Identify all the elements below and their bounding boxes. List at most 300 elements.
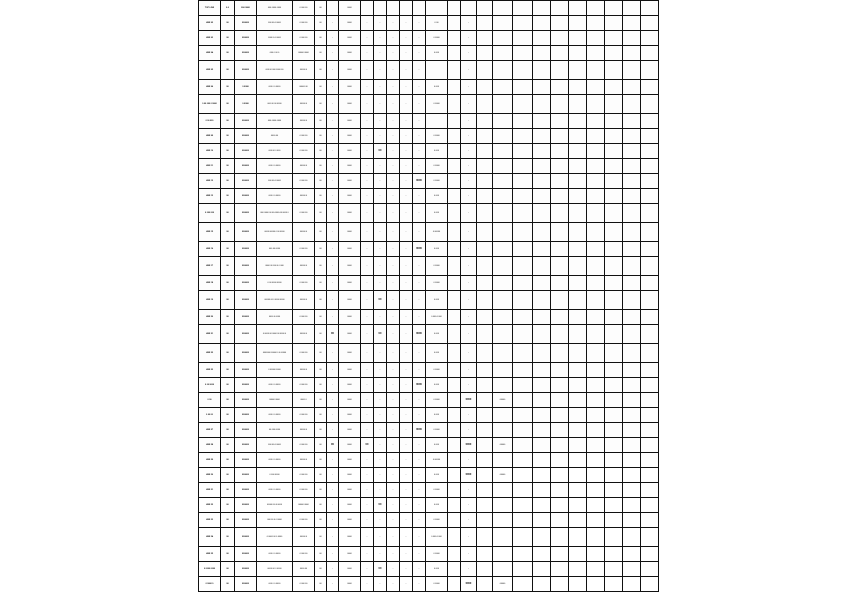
table-cell-r	[587, 498, 605, 513]
table-cell-qty: 0 000 00	[293, 174, 315, 189]
table-cell-ref: 000000	[235, 144, 257, 159]
table-cell-u	[641, 483, 659, 498]
table-cell-p	[551, 393, 569, 408]
table-cell-g: .	[400, 144, 413, 159]
table-cell-i: 0 0000	[426, 31, 448, 46]
table-cell-t	[623, 204, 641, 223]
table-cell-j	[448, 408, 461, 423]
table-cell-p	[551, 547, 569, 562]
table-row	[199, 129, 659, 144]
table-cell-u	[641, 378, 659, 393]
table-cell-j	[448, 129, 461, 144]
table-cell-h: .	[413, 144, 426, 159]
table-cell-ref: 000000	[235, 363, 257, 378]
table-cell-e: .	[374, 129, 387, 144]
table-cell-t	[623, 408, 641, 423]
table-cell-f: .	[387, 423, 400, 438]
table-cell-e: .	[374, 438, 387, 453]
table-cell-ref: 000000	[235, 129, 257, 144]
table-cell-q	[569, 325, 587, 344]
table-cell-e: .	[374, 223, 387, 242]
table-row	[199, 393, 659, 408]
table-cell-o	[533, 1, 551, 16]
table-cell-r	[587, 16, 605, 31]
table-cell-i: 0 00000	[426, 453, 448, 468]
table-cell-desc: 0 00 0000 0000	[257, 276, 293, 291]
table-cell-a: 00	[315, 16, 327, 31]
table-cell-a: 00	[315, 363, 327, 378]
table-cell-t	[623, 483, 641, 498]
table-cell-f: .	[387, 257, 400, 276]
table-cell-l	[477, 378, 493, 393]
table-cell-u	[641, 61, 659, 80]
table-cell-l	[477, 483, 493, 498]
table-cell-name: LINE 05	[199, 61, 221, 80]
table-cell-n	[513, 483, 533, 498]
table-cell-c: 0000	[339, 363, 361, 378]
table-cell-c: 0000	[339, 577, 361, 592]
table-cell-l	[477, 577, 493, 592]
table-cell-g: .	[400, 453, 413, 468]
table-cell-i: 0 000	[426, 438, 448, 453]
table-cell-q	[569, 498, 587, 513]
table-cell-u	[641, 80, 659, 95]
table-cell-u	[641, 1, 659, 16]
table-cell-k: .	[461, 408, 477, 423]
table-cell-s	[605, 144, 623, 159]
table-cell-l	[477, 223, 493, 242]
table-cell-desc: 000 0 0 0000	[257, 189, 293, 204]
table-cell-j	[448, 310, 461, 325]
table-cell-c: 0000	[339, 174, 361, 189]
table-cell-c: 0000	[339, 31, 361, 46]
table-cell-m	[493, 325, 513, 344]
table-cell-d: .	[361, 408, 374, 423]
table-cell-l	[477, 291, 493, 310]
table-cell-qty: 0 000 00	[293, 547, 315, 562]
table-cell-h: .	[413, 257, 426, 276]
table-row	[199, 408, 659, 423]
table-cell-f: .	[387, 438, 400, 453]
table-cell-e: .	[374, 513, 387, 528]
table-cell-r	[587, 408, 605, 423]
table-cell-ref: 0 0000	[235, 80, 257, 95]
table-cell-n	[513, 513, 533, 528]
table-cell-b: .	[327, 114, 339, 129]
table-cell-name: 0 0000 0000	[199, 562, 221, 577]
table-cell-e: .	[374, 528, 387, 547]
table-cell-ref: 000000	[235, 393, 257, 408]
table-cell-s	[605, 393, 623, 408]
table-cell-o	[533, 453, 551, 468]
table-cell-d: .	[361, 204, 374, 223]
table-cell-m: 00000	[493, 577, 513, 592]
table-cell-a: 00	[315, 562, 327, 577]
table-cell-p	[551, 46, 569, 61]
table-cell-qty: 00000 00	[293, 80, 315, 95]
table-row	[199, 80, 659, 95]
table-cell-c: 0000	[339, 528, 361, 547]
table-cell-e: .	[374, 453, 387, 468]
table-cell-m	[493, 291, 513, 310]
table-cell-desc: 000 00 0 0000	[257, 438, 293, 453]
table-cell-g: .	[400, 114, 413, 129]
table-cell-f: .	[387, 468, 400, 483]
table-cell-l	[477, 310, 493, 325]
table-cell-ref: 000000	[235, 159, 257, 174]
table-cell-qty: 0 000 00	[293, 16, 315, 31]
table-cell-e: .	[374, 408, 387, 423]
table-cell-f: .	[387, 46, 400, 61]
table-cell-desc: 000 0 0 0000	[257, 159, 293, 174]
table-cell-m	[493, 363, 513, 378]
table-cell-a: 00	[315, 408, 327, 423]
table-cell-t	[623, 174, 641, 189]
table-cell-t	[623, 80, 641, 95]
table-cell-g: .	[400, 291, 413, 310]
table-cell-g: .	[400, 562, 413, 577]
table-cell-e	[374, 1, 387, 16]
table-cell-h: .	[413, 291, 426, 310]
table-cell-o	[533, 291, 551, 310]
table-cell-h: 0000	[413, 174, 426, 189]
table-cell-qty: 00000 0	[293, 453, 315, 468]
table-cell-t	[623, 363, 641, 378]
table-cell-s	[605, 498, 623, 513]
table-cell-code: 00	[221, 393, 235, 408]
table-cell-j	[448, 528, 461, 547]
table-cell-qty: 0 000 00	[293, 1, 315, 16]
table-row	[199, 46, 659, 61]
table-cell-desc: 0 0000 00 0 0000	[257, 528, 293, 547]
table-cell-l	[477, 129, 493, 144]
table-cell-code: 00	[221, 562, 235, 577]
table-cell-p	[551, 144, 569, 159]
table-cell-k: .	[461, 129, 477, 144]
table-cell-ref: 000000	[235, 310, 257, 325]
table-cell-p	[551, 577, 569, 592]
table-cell-qty: 0 000 00	[293, 438, 315, 453]
table-cell-d	[361, 1, 374, 16]
table-cell-n	[513, 378, 533, 393]
table-cell-f	[387, 1, 400, 16]
table-cell-m: 00000	[493, 393, 513, 408]
table-cell-qty: 0 000 00	[293, 276, 315, 291]
table-cell-a: 00	[315, 438, 327, 453]
table-cell-f: .	[387, 577, 400, 592]
table-cell-u	[641, 498, 659, 513]
table-cell-k: .	[461, 242, 477, 257]
table-row	[199, 174, 659, 189]
table-cell-desc: 0 00000 0000	[257, 363, 293, 378]
table-cell-ref: 000000	[235, 31, 257, 46]
table-cell-desc: 0000 00000 0 00 0000	[257, 223, 293, 242]
table-cell-t	[623, 276, 641, 291]
table-cell-s	[605, 291, 623, 310]
table-cell-e: .	[374, 46, 387, 61]
table-cell-m	[493, 408, 513, 423]
table-cell-m	[493, 276, 513, 291]
table-cell-p	[551, 291, 569, 310]
table-cell-o	[533, 223, 551, 242]
table-cell-l	[477, 528, 493, 547]
table-cell-d: .	[361, 528, 374, 547]
table-cell-h: .	[413, 513, 426, 528]
table-cell-q	[569, 438, 587, 453]
table-cell-p	[551, 498, 569, 513]
table-cell-code: 00	[221, 204, 235, 223]
table-cell-ref: 000000	[235, 344, 257, 363]
table-cell-qty: 0000 0	[293, 393, 315, 408]
table-cell-d: .	[361, 363, 374, 378]
table-cell-q	[569, 378, 587, 393]
table-cell-code: 00	[221, 498, 235, 513]
table-cell-n	[513, 1, 533, 16]
table-cell-i	[426, 114, 448, 129]
table-cell-ref: 000000	[235, 46, 257, 61]
table-cell-ref: 000000	[235, 528, 257, 547]
table-row	[199, 325, 659, 344]
table-cell-name: LINE 06	[199, 80, 221, 95]
table-cell-f: .	[387, 547, 400, 562]
table-cell-r	[587, 483, 605, 498]
table-cell-q	[569, 393, 587, 408]
table-cell-desc: 000 00 000 0000 00	[257, 61, 293, 80]
table-cell-o	[533, 528, 551, 547]
table-cell-g: .	[400, 393, 413, 408]
table-cell-l	[477, 468, 493, 483]
table-cell-ref: 000000	[235, 423, 257, 438]
table-cell-g: .	[400, 378, 413, 393]
table-cell-desc: 0000000 00000 0 0 00000	[257, 344, 293, 363]
table-cell-f: .	[387, 16, 400, 31]
table-cell-o	[533, 468, 551, 483]
table-cell-name: LINE 30	[199, 468, 221, 483]
table-cell-name: LINE 09	[199, 129, 221, 144]
table-cell-s	[605, 46, 623, 61]
table-cell-desc: 000 00 0000	[257, 242, 293, 257]
table-cell-q	[569, 204, 587, 223]
table-cell-q	[569, 483, 587, 498]
table-cell-r	[587, 61, 605, 80]
table-cell-ref: 000000	[235, 378, 257, 393]
table-cell-i	[426, 1, 448, 16]
table-cell-b: .	[327, 223, 339, 242]
table-cell-o	[533, 423, 551, 438]
table-cell-e: .	[374, 61, 387, 80]
table-cell-code: 00	[221, 159, 235, 174]
table-cell-a: 00	[315, 378, 327, 393]
table-cell-i: 0 000	[426, 378, 448, 393]
table-cell-q	[569, 363, 587, 378]
table-cell-h: .	[413, 577, 426, 592]
table-cell-h: .	[413, 189, 426, 204]
table-cell-c: 0000	[339, 325, 361, 344]
table-cell-m	[493, 242, 513, 257]
table-cell-h: .	[413, 31, 426, 46]
table-cell-q	[569, 95, 587, 114]
table-cell-t	[623, 562, 641, 577]
table-cell-name: 0 000 000	[199, 204, 221, 223]
table-cell-name: LINE 23	[199, 363, 221, 378]
table-cell-a: 00	[315, 189, 327, 204]
table-cell-l	[477, 547, 493, 562]
table-cell-h: .	[413, 562, 426, 577]
table-cell-d: .	[361, 378, 374, 393]
table-cell-b: .	[327, 577, 339, 592]
table-cell-s	[605, 223, 623, 242]
table-row	[199, 438, 659, 453]
table-cell-q	[569, 344, 587, 363]
table-cell-code: 00	[221, 344, 235, 363]
table-cell-b: .	[327, 257, 339, 276]
table-cell-name: LINE 15	[199, 223, 221, 242]
table-cell-r	[587, 325, 605, 344]
table-cell-name: 0 00	[199, 393, 221, 408]
table-cell-l	[477, 276, 493, 291]
table-cell-d: .	[361, 61, 374, 80]
table-cell-j	[448, 363, 461, 378]
table-cell-ref: 0 0000	[235, 95, 257, 114]
table-cell-j	[448, 1, 461, 16]
table-row	[199, 291, 659, 310]
table-cell-e: .	[374, 95, 387, 114]
table-cell-f: .	[387, 513, 400, 528]
table-cell-g: .	[400, 547, 413, 562]
table-cell-qty: 0 000 00	[293, 129, 315, 144]
table-cell-o	[533, 577, 551, 592]
table-cell-l	[477, 204, 493, 223]
table-cell-t	[623, 468, 641, 483]
table-cell-k: .	[461, 276, 477, 291]
table-cell-g: .	[400, 325, 413, 344]
table-cell-m	[493, 16, 513, 31]
table-cell-p	[551, 483, 569, 498]
table-cell-p	[551, 242, 569, 257]
table-cell-m	[493, 257, 513, 276]
table-cell-b: .	[327, 144, 339, 159]
table-cell-d: .	[361, 114, 374, 129]
table-cell-code: 00	[221, 257, 235, 276]
table-cell-l	[477, 423, 493, 438]
table-cell-c: 0000	[339, 393, 361, 408]
table-cell-n	[513, 159, 533, 174]
table-cell-qty: 00000 0	[293, 423, 315, 438]
table-cell-b: .	[327, 363, 339, 378]
table-cell-ref: 000000	[235, 114, 257, 129]
table-cell-j	[448, 276, 461, 291]
table-cell-o	[533, 483, 551, 498]
table-cell-k: .	[461, 291, 477, 310]
table-cell-d: .	[361, 223, 374, 242]
table-cell-b	[327, 1, 339, 16]
table-cell-d: .	[361, 291, 374, 310]
table-cell-code: 00	[221, 483, 235, 498]
table-cell-p	[551, 1, 569, 16]
table-cell-i: 0 0000	[426, 363, 448, 378]
table-cell-n	[513, 189, 533, 204]
table-row	[199, 95, 659, 114]
table-cell-t	[623, 31, 641, 46]
table-cell-s	[605, 95, 623, 114]
table-cell-l	[477, 325, 493, 344]
table-cell-t	[623, 378, 641, 393]
table-cell-q	[569, 61, 587, 80]
table-cell-k: .	[461, 363, 477, 378]
table-cell-n	[513, 80, 533, 95]
table-cell-r	[587, 80, 605, 95]
table-cell-desc: 0000 00 000 0 0 000	[257, 257, 293, 276]
table-cell-ref: 000000	[235, 257, 257, 276]
table-cell-j	[448, 204, 461, 223]
table-cell-a: 00	[315, 291, 327, 310]
table-cell-b: .	[327, 16, 339, 31]
table-cell-c: 0000	[339, 242, 361, 257]
table-cell-d: .	[361, 144, 374, 159]
table-cell-p	[551, 204, 569, 223]
table-cell-d: .	[361, 80, 374, 95]
table-cell-s	[605, 174, 623, 189]
table-cell-g: .	[400, 468, 413, 483]
table-cell-name: LINE 31	[199, 483, 221, 498]
table-cell-r	[587, 423, 605, 438]
table-row	[199, 483, 659, 498]
table-cell-l	[477, 80, 493, 95]
table-cell-qty: 00000 0	[293, 114, 315, 129]
table-cell-s	[605, 577, 623, 592]
table-cell-o	[533, 114, 551, 129]
table-cell-c: 0000	[339, 378, 361, 393]
table-cell-i	[426, 61, 448, 80]
table-cell-desc: 00000 0000	[257, 393, 293, 408]
table-cell-desc: 000 00 0 0 0000	[257, 513, 293, 528]
table-cell-name: LINE 32	[199, 498, 221, 513]
table-cell-i: 0 0000	[426, 129, 448, 144]
table-cell-n	[513, 31, 533, 46]
table-cell-g: .	[400, 174, 413, 189]
table-cell-j	[448, 46, 461, 61]
table-row	[199, 363, 659, 378]
table-cell-m	[493, 547, 513, 562]
table-cell-f: .	[387, 393, 400, 408]
table-cell-c: 0000	[339, 204, 361, 223]
table-cell-o	[533, 129, 551, 144]
table-cell-desc: 0000 0 0 0000	[257, 31, 293, 46]
table-cell-qty: 00000 0000	[293, 498, 315, 513]
table-cell-d: .	[361, 16, 374, 31]
table-cell-name: 0 0000 0	[199, 577, 221, 592]
table-cell-r	[587, 577, 605, 592]
table-cell-a: 00	[315, 344, 327, 363]
table-cell-q	[569, 16, 587, 31]
table-cell-r	[587, 242, 605, 257]
table-cell-r	[587, 310, 605, 325]
table-cell-n	[513, 61, 533, 80]
table-cell-r	[587, 528, 605, 547]
table-cell-q	[569, 453, 587, 468]
table-cell-i: 0 000	[426, 562, 448, 577]
table-cell-d: 00	[361, 438, 374, 453]
table-cell-k: .	[461, 257, 477, 276]
table-cell-code: 00	[221, 31, 235, 46]
table-cell-u	[641, 363, 659, 378]
table-cell-u	[641, 129, 659, 144]
table-cell-m	[493, 513, 513, 528]
table-cell-c: 0000	[339, 562, 361, 577]
table-cell-qty: 0 000 00	[293, 31, 315, 46]
table-cell-j	[448, 144, 461, 159]
table-cell-o	[533, 257, 551, 276]
